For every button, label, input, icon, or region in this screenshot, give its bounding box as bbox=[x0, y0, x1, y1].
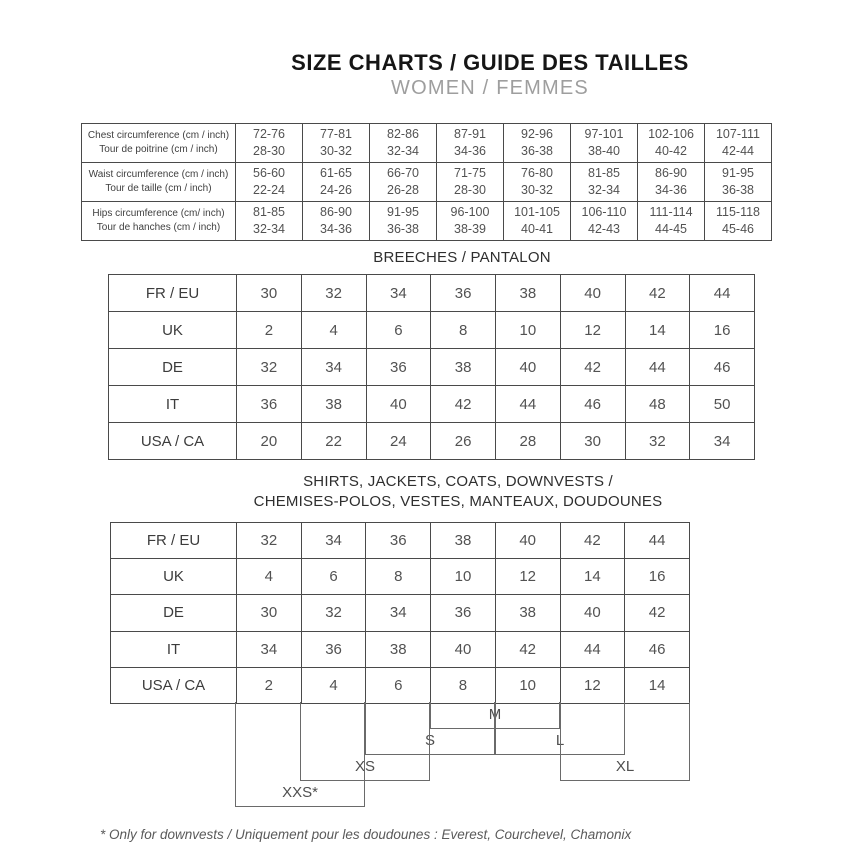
region-label-cell: DE bbox=[111, 595, 237, 631]
shirts-heading-line2: CHEMISES-POLOS, VESTES, MANTEAUX, DOUDOUNES bbox=[253, 493, 663, 510]
size-value-cell: 44 bbox=[560, 631, 625, 667]
size-value-cell: 14 bbox=[625, 312, 690, 349]
size-value-cell: 42 bbox=[560, 523, 625, 559]
breeches-row bbox=[109, 386, 755, 423]
page-title: SIZE CHARTS / GUIDE DES TAILLES bbox=[291, 50, 689, 75]
region-label-cell: IT bbox=[111, 631, 237, 667]
value-cm: 86-90 bbox=[655, 165, 687, 180]
measurement-label-cell bbox=[82, 124, 236, 163]
region-label-cell: IT bbox=[109, 386, 237, 423]
breeches-row bbox=[109, 349, 755, 386]
size-value-cell: 8 bbox=[366, 559, 431, 595]
measurement-value-cell bbox=[504, 163, 571, 202]
breeches-row bbox=[109, 423, 755, 460]
measurement-value-cell bbox=[370, 163, 437, 202]
value-inch: 36-38 bbox=[722, 183, 754, 197]
size-value-cell: 48 bbox=[625, 386, 690, 423]
value-inch: 24-26 bbox=[320, 183, 352, 197]
measurement-value-cell bbox=[437, 163, 504, 202]
region-label-cell: FR / EU bbox=[109, 275, 237, 312]
value-inch: 30-32 bbox=[521, 183, 553, 197]
size-value-cell: 16 bbox=[690, 312, 755, 349]
size-bracket-label: XXS* bbox=[282, 784, 318, 801]
value-cm: 115-118 bbox=[715, 204, 761, 219]
shirts-row bbox=[111, 667, 690, 703]
measurement-label-cell bbox=[82, 202, 236, 241]
measurement-value-cell bbox=[236, 202, 303, 241]
value-inch: 38-39 bbox=[454, 222, 486, 236]
value-cm: 82-86 bbox=[387, 126, 419, 141]
size-value-cell: 2 bbox=[237, 667, 302, 703]
size-value-cell: 20 bbox=[237, 423, 302, 460]
size-value-cell: 42 bbox=[495, 631, 560, 667]
size-value-cell: 14 bbox=[560, 559, 625, 595]
breeches-row bbox=[109, 275, 755, 312]
size-bracket-label: M bbox=[488, 706, 502, 723]
shirts-row bbox=[111, 523, 690, 559]
size-bracket-label: XS bbox=[354, 758, 375, 775]
shirts-row bbox=[111, 559, 690, 595]
value-inch: 32-34 bbox=[253, 222, 285, 236]
breeches-table bbox=[108, 274, 755, 460]
measurement-value-cell bbox=[705, 124, 772, 163]
size-value-cell: 38 bbox=[431, 523, 496, 559]
value-cm: 111-114 bbox=[649, 204, 693, 219]
size-value-cell: 46 bbox=[690, 349, 755, 386]
size-value-cell: 32 bbox=[237, 349, 302, 386]
size-bracket-xxs bbox=[235, 702, 365, 807]
size-value-cell: 26 bbox=[431, 423, 496, 460]
measurement-value-cell bbox=[638, 163, 705, 202]
value-inch: 28-30 bbox=[454, 183, 486, 197]
size-value-cell: 6 bbox=[366, 667, 431, 703]
size-value-cell: 6 bbox=[301, 559, 366, 595]
size-value-cell: 34 bbox=[690, 423, 755, 460]
size-value-cell: 34 bbox=[301, 349, 366, 386]
size-value-cell: 28 bbox=[496, 423, 561, 460]
size-value-cell: 40 bbox=[496, 349, 561, 386]
size-bracket-xl bbox=[560, 702, 690, 781]
value-inch: 42-43 bbox=[588, 222, 620, 236]
size-value-cell: 42 bbox=[560, 349, 625, 386]
size-value-cell: 36 bbox=[431, 275, 496, 312]
breeches-heading: BREECHES / PANTALON bbox=[373, 249, 551, 266]
value-inch: 45-46 bbox=[722, 222, 754, 236]
region-label-cell: FR / EU bbox=[111, 523, 237, 559]
value-inch: 26-28 bbox=[387, 183, 419, 197]
value-inch: 34-36 bbox=[655, 183, 687, 197]
size-value-cell: 10 bbox=[496, 312, 561, 349]
page-subtitle: WOMEN / FEMMES bbox=[391, 77, 589, 99]
size-value-cell: 32 bbox=[237, 523, 302, 559]
measurement-row bbox=[82, 202, 772, 241]
measurement-label-fr: Tour de taille (cm / inch) bbox=[105, 183, 212, 194]
value-inch: 42-44 bbox=[722, 144, 754, 158]
size-value-cell: 32 bbox=[625, 423, 690, 460]
size-value-cell: 32 bbox=[301, 275, 366, 312]
measurement-value-cell bbox=[236, 124, 303, 163]
size-value-cell: 12 bbox=[495, 559, 560, 595]
size-value-cell: 16 bbox=[625, 559, 690, 595]
value-cm: 77-81 bbox=[320, 126, 352, 141]
measurement-value-cell bbox=[571, 163, 638, 202]
measurement-label-cell bbox=[82, 163, 236, 202]
footnote: * Only for downvests / Uniquement pour les doudounes : Everest, Courchevel, Chamonix bbox=[100, 827, 632, 842]
value-inch: 32-34 bbox=[588, 183, 620, 197]
size-value-cell: 42 bbox=[431, 386, 496, 423]
size-value-cell: 36 bbox=[301, 631, 366, 667]
measurement-row bbox=[82, 163, 772, 202]
measurement-value-cell bbox=[504, 202, 571, 241]
measurement-value-cell bbox=[571, 124, 638, 163]
size-value-cell: 22 bbox=[301, 423, 366, 460]
measurement-label-en: Hips circumference (cm/ inch) bbox=[92, 208, 225, 219]
size-value-cell: 30 bbox=[560, 423, 625, 460]
size-value-cell: 2 bbox=[237, 312, 302, 349]
size-bracket-label: XL bbox=[615, 758, 635, 775]
measurement-value-cell bbox=[236, 163, 303, 202]
size-value-cell: 44 bbox=[625, 523, 690, 559]
value-cm: 86-90 bbox=[320, 204, 352, 219]
size-value-cell: 14 bbox=[625, 667, 690, 703]
value-cm: 92-96 bbox=[521, 126, 553, 141]
measurement-value-cell bbox=[303, 202, 370, 241]
value-inch: 36-38 bbox=[387, 222, 419, 236]
size-value-cell: 36 bbox=[366, 523, 431, 559]
size-value-cell: 30 bbox=[237, 595, 302, 631]
size-value-cell: 44 bbox=[690, 275, 755, 312]
region-label-cell: USA / CA bbox=[111, 667, 237, 703]
value-inch: 30-32 bbox=[320, 144, 352, 158]
measurement-value-cell bbox=[370, 202, 437, 241]
size-value-cell: 40 bbox=[431, 631, 496, 667]
value-inch: 38-40 bbox=[588, 144, 620, 158]
size-value-cell: 42 bbox=[625, 275, 690, 312]
size-value-cell: 12 bbox=[560, 312, 625, 349]
measurement-value-cell bbox=[571, 202, 638, 241]
measurement-value-cell bbox=[638, 202, 705, 241]
size-value-cell: 44 bbox=[625, 349, 690, 386]
size-value-cell: 38 bbox=[496, 275, 561, 312]
size-value-cell: 30 bbox=[237, 275, 302, 312]
size-value-cell: 32 bbox=[301, 595, 366, 631]
measurement-label-fr: Tour de poitrine (cm / inch) bbox=[99, 144, 218, 155]
size-value-cell: 6 bbox=[366, 312, 431, 349]
size-value-cell: 38 bbox=[366, 631, 431, 667]
size-value-cell: 4 bbox=[301, 312, 366, 349]
shirts-heading-line1: SHIRTS, JACKETS, COATS, DOWNVESTS / bbox=[303, 473, 613, 490]
breeches-row bbox=[109, 312, 755, 349]
value-cm: 102-106 bbox=[648, 126, 694, 141]
region-label-cell: UK bbox=[109, 312, 237, 349]
size-value-cell: 24 bbox=[366, 423, 431, 460]
measurement-value-cell bbox=[504, 124, 571, 163]
size-value-cell: 36 bbox=[366, 349, 431, 386]
size-value-cell: 34 bbox=[366, 595, 431, 631]
measurement-value-cell bbox=[437, 202, 504, 241]
value-cm: 71-75 bbox=[454, 165, 486, 180]
value-inch: 34-36 bbox=[320, 222, 352, 236]
value-inch: 40-42 bbox=[655, 144, 687, 158]
measurement-row bbox=[82, 124, 772, 163]
size-value-cell: 10 bbox=[495, 667, 560, 703]
value-cm: 61-65 bbox=[320, 165, 352, 180]
measurement-value-cell bbox=[303, 124, 370, 163]
size-value-cell: 42 bbox=[625, 595, 690, 631]
size-value-cell: 36 bbox=[237, 386, 302, 423]
value-cm: 106-110 bbox=[581, 204, 627, 219]
size-value-cell: 10 bbox=[431, 559, 496, 595]
value-inch: 40-41 bbox=[521, 222, 553, 236]
value-cm: 81-85 bbox=[253, 204, 285, 219]
shirts-table bbox=[110, 522, 690, 704]
region-label-cell: USA / CA bbox=[109, 423, 237, 460]
size-value-cell: 40 bbox=[560, 595, 625, 631]
value-cm: 81-85 bbox=[588, 165, 620, 180]
value-cm: 66-70 bbox=[387, 165, 419, 180]
shirts-row bbox=[111, 631, 690, 667]
measurement-label-en: Chest circumference (cm / inch) bbox=[87, 130, 230, 141]
value-cm: 96-100 bbox=[450, 204, 490, 219]
measurement-label-fr: Tour de hanches (cm / inch) bbox=[96, 222, 221, 233]
measurements-table bbox=[81, 123, 772, 241]
value-cm: 101-105 bbox=[514, 204, 560, 219]
region-label-cell: DE bbox=[109, 349, 237, 386]
size-value-cell: 34 bbox=[366, 275, 431, 312]
measurement-value-cell bbox=[638, 124, 705, 163]
value-inch: 34-36 bbox=[454, 144, 486, 158]
shirts-heading bbox=[254, 472, 663, 512]
value-inch: 36-38 bbox=[521, 144, 553, 158]
size-value-cell: 34 bbox=[237, 631, 302, 667]
size-value-cell: 38 bbox=[431, 349, 496, 386]
value-cm: 72-76 bbox=[253, 126, 285, 141]
size-value-cell: 46 bbox=[560, 386, 625, 423]
size-value-cell: 44 bbox=[496, 386, 561, 423]
size-value-cell: 38 bbox=[495, 595, 560, 631]
size-value-cell: 36 bbox=[431, 595, 496, 631]
size-value-cell: 12 bbox=[560, 667, 625, 703]
value-cm: 87-91 bbox=[454, 126, 486, 141]
size-value-cell: 34 bbox=[301, 523, 366, 559]
measurement-value-cell bbox=[437, 124, 504, 163]
value-cm: 97-101 bbox=[584, 126, 624, 141]
size-value-cell: 38 bbox=[301, 386, 366, 423]
size-value-cell: 8 bbox=[431, 667, 496, 703]
region-label-cell: UK bbox=[111, 559, 237, 595]
value-inch: 32-34 bbox=[387, 144, 419, 158]
value-inch: 28-30 bbox=[253, 144, 285, 158]
size-bracket-label: L bbox=[555, 732, 565, 749]
size-value-cell: 8 bbox=[431, 312, 496, 349]
size-value-cell: 4 bbox=[301, 667, 366, 703]
measurement-label-en: Waist circumference (cm / inch) bbox=[88, 169, 229, 180]
size-value-cell: 4 bbox=[237, 559, 302, 595]
value-cm: 76-80 bbox=[521, 165, 553, 180]
size-value-cell: 40 bbox=[560, 275, 625, 312]
value-cm: 91-95 bbox=[722, 165, 754, 180]
value-inch: 22-24 bbox=[253, 183, 285, 197]
size-value-cell: 40 bbox=[366, 386, 431, 423]
measurement-value-cell bbox=[705, 202, 772, 241]
value-cm: 56-60 bbox=[253, 165, 285, 180]
value-cm: 107-111 bbox=[715, 126, 761, 141]
measurement-value-cell bbox=[370, 124, 437, 163]
measurement-value-cell bbox=[705, 163, 772, 202]
size-value-cell: 46 bbox=[625, 631, 690, 667]
value-inch: 44-45 bbox=[655, 222, 687, 236]
measurement-value-cell bbox=[303, 163, 370, 202]
size-value-cell: 40 bbox=[495, 523, 560, 559]
value-cm: 91-95 bbox=[387, 204, 419, 219]
shirts-row bbox=[111, 595, 690, 631]
size-value-cell: 50 bbox=[690, 386, 755, 423]
size-bracket-label: S bbox=[424, 732, 435, 749]
